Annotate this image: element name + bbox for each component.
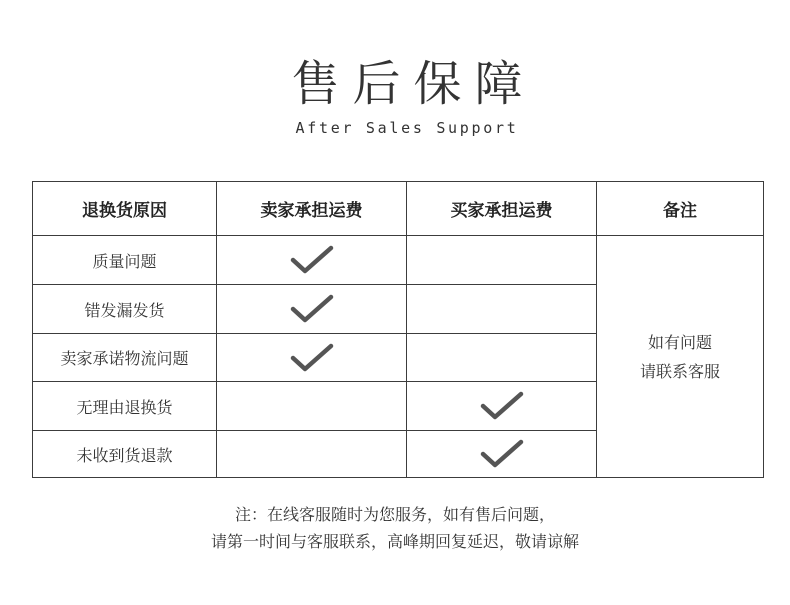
check-icon <box>289 342 335 374</box>
check-icon <box>479 390 525 422</box>
check-icon <box>479 438 525 470</box>
check-mark-path <box>293 297 331 320</box>
check-icon <box>289 293 335 325</box>
reason-cell: 未收到货退款 <box>33 431 217 478</box>
check-icon <box>289 244 335 276</box>
reason-cell: 卖家承诺物流问题 <box>33 334 217 382</box>
remark-line: 请联系客服 <box>639 361 720 381</box>
buyer-pays-cell <box>407 334 597 382</box>
check-mark-path <box>483 394 521 417</box>
seller-pays-cell <box>217 334 407 382</box>
table-header-row <box>33 182 764 236</box>
reason-cell: 错发漏发货 <box>33 285 217 334</box>
remark-cell <box>597 236 764 478</box>
reason-cell: 无理由退换货 <box>33 382 217 431</box>
check-mark-path <box>293 346 331 369</box>
column-header-remark: 备注 <box>597 182 764 236</box>
column-header-buyer-pays: 买家承担运费 <box>407 182 597 236</box>
page-subtitle: After Sales Support <box>295 119 519 137</box>
seller-pays-cell <box>217 236 407 285</box>
seller-pays-cell <box>217 285 407 334</box>
buyer-pays-cell <box>407 236 597 285</box>
footer-line: 注：在线客服随时为您服务，如有售后问题， <box>234 505 555 524</box>
buyer-pays-cell <box>407 285 597 334</box>
buyer-pays-cell <box>407 431 597 478</box>
check-mark-path <box>483 442 521 465</box>
column-header-seller-pays: 卖家承担运费 <box>217 182 407 236</box>
footer-line: 请第一时间与客服联系，高峰期回复延迟，敬请谅解 <box>210 532 579 551</box>
column-header-reason: 退换货原因 <box>33 182 217 236</box>
page-title: 售后保障 <box>291 56 536 112</box>
seller-pays-cell <box>217 382 407 431</box>
buyer-pays-cell <box>407 382 597 431</box>
table-row <box>33 236 764 285</box>
seller-pays-cell <box>217 431 407 478</box>
footer-note <box>0 501 790 555</box>
check-mark-path <box>293 248 331 271</box>
remark-line: 如有问题 <box>647 332 712 352</box>
reason-cell: 质量问题 <box>33 236 217 285</box>
after-sales-table <box>32 181 764 478</box>
